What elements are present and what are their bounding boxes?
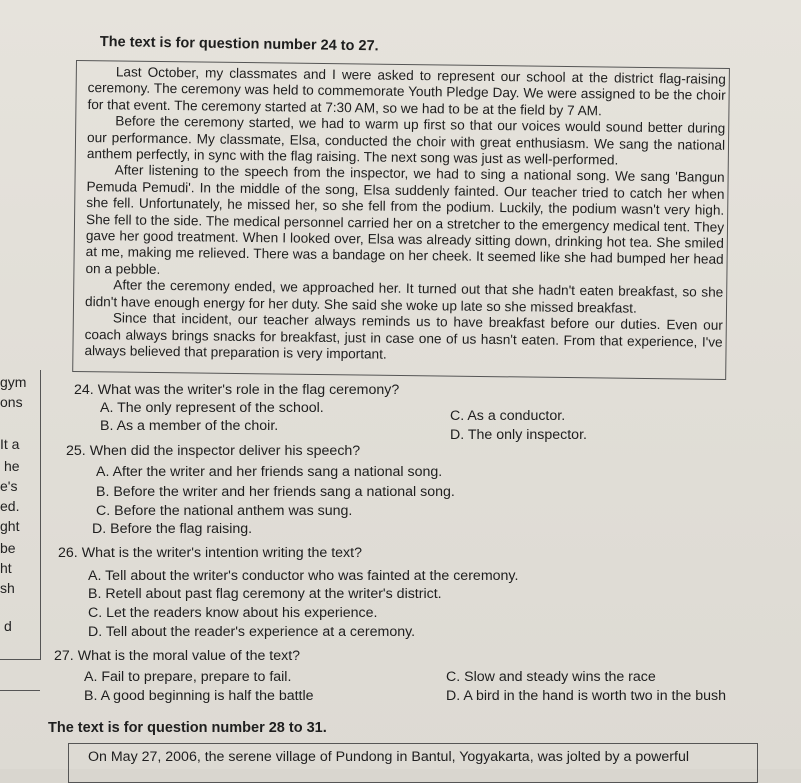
answer-option-c[interactable]: C. Before the national anthem was sung. — [96, 503, 353, 519]
left-margin-line — [40, 370, 41, 660]
fragment-text: ht — [0, 560, 12, 576]
fragment-text: ght — [0, 518, 20, 534]
fragment-text: It a — [0, 436, 20, 452]
passage-paragraph: After the ceremony ended, we approached her. It turned out that she hadn't eaten breakfast, so she didn't have enough energy for her duty. She said she woke up late so she missed breakfast. — [85, 277, 724, 316]
answer-option-d[interactable]: D. A bird in the hand is worth two in the bush — [446, 688, 726, 704]
reading-passage — [84, 64, 726, 367]
question-25 — [66, 443, 360, 459]
section-heading: The text is for question number 24 to 27. — [99, 34, 379, 55]
answer-option-b[interactable]: B. Before the writer and her friends sang a national song. — [96, 484, 455, 500]
fragment-text: gym — [0, 374, 27, 390]
question-number: 27. — [54, 648, 74, 664]
passage-paragraph: Last October, my classmates and I were asked to represent our school at the district flag-raising ceremony. The ceremony was held to commemorate Youth Pledge Day. We were assigned to be the choir for that event. The ceremony started at 7:30 AM, so we had to be at the field by 7 AM. — [87, 64, 726, 119]
answer-option-c[interactable]: C. As a conductor. — [450, 408, 566, 424]
answer-option-d[interactable]: D. Tell about the reader's experience at a ceremony. — [88, 624, 416, 640]
answer-option-a[interactable]: A. Fail to prepare, prepare to fail. — [84, 669, 292, 685]
passage-first-line: On May 27, 2006, the serene village of Pundong in Bantul, Yogyakarta, was jolted by a powerful — [88, 749, 689, 765]
fragment-text: ons — [0, 394, 23, 410]
answer-option-b[interactable]: B. As a member of the choir. — [100, 418, 279, 434]
fragment-text: he — [4, 458, 20, 474]
question-27 — [54, 648, 300, 664]
section-heading: The text is for question number 28 to 31. — [48, 720, 327, 736]
question-text: What was the writer's role in the flag ceremony? — [97, 382, 400, 398]
fragment-text: ed. — [0, 498, 20, 514]
fragment-text: be — [0, 540, 16, 556]
answer-option-b[interactable]: B. Retell about past flag ceremony at the writer's district. — [88, 586, 442, 602]
answer-option-a[interactable]: A. After the writer and her friends sang a national song. — [96, 464, 443, 480]
question-24 — [74, 382, 399, 398]
left-margin-line — [0, 690, 40, 691]
passage-paragraph: After listening to the speech from the inspector, we had to sing a national song. We sang 'Bangun Pemuda Pemudi'. In the middle of the song, Elsa suddenly fainted. Our teacher tried to catch her when she fell. Unfortunately, he missed her, so she fell from the podium. Luckily, the podium wasn't very high. She fell to the side. The medical personnel carried her on a stretcher to the emergency medical tent. They gave her good treatment. When I looked over, Elsa was already sitting down, drinking hot tea. She smiled at me, making me relieved. There was a bandage on her cheek. It seemed like she had bumped her head on a pebble. — [85, 162, 725, 277]
question-number: 26. — [58, 545, 78, 561]
fragment-text: sh — [0, 580, 15, 596]
answer-option-d[interactable]: D. Before the flag raising. — [92, 521, 253, 537]
fragment-text: d — [4, 618, 12, 634]
answer-option-a[interactable]: A. The only represent of the school. — [100, 400, 324, 416]
left-margin-line — [0, 659, 40, 660]
question-text: What is the writer's intention writing the text? — [81, 545, 362, 561]
answer-option-c[interactable]: C. Slow and steady wins the race — [446, 669, 656, 685]
answer-option-d[interactable]: D. The only inspector. — [450, 427, 587, 443]
question-26 — [58, 545, 362, 561]
question-text: When did the inspector deliver his speech? — [89, 443, 361, 459]
passage-paragraph: Since that incident, our teacher always reminds us to have breakfast before our duties. Even our coach always brings snacks for breakfast, just in case one of us hasn't eaten. From that experience, I've always believed that preparation is very important. — [84, 310, 723, 362]
answer-option-b[interactable]: B. A good beginning is half the battle — [84, 688, 314, 704]
passage-paragraph: Before the ceremony started, we had to warm up first so that our voices would sound better during our performance. My classmate, Elsa, conducted the choir with great enthusiasm. We sang the national anthem perfectly, in sync with the flag raising. The next song was just as well-performed. — [86, 113, 726, 168]
question-number: 24. — [74, 382, 94, 398]
answer-option-a[interactable]: A. Tell about the writer's conductor who was fainted at the ceremony. — [88, 568, 519, 584]
answer-option-c[interactable]: C. Let the readers know about his experience. — [88, 605, 378, 621]
question-text: What is the moral value of the text? — [77, 648, 301, 664]
question-number: 25. — [66, 443, 86, 459]
fragment-text: e's — [0, 478, 18, 494]
